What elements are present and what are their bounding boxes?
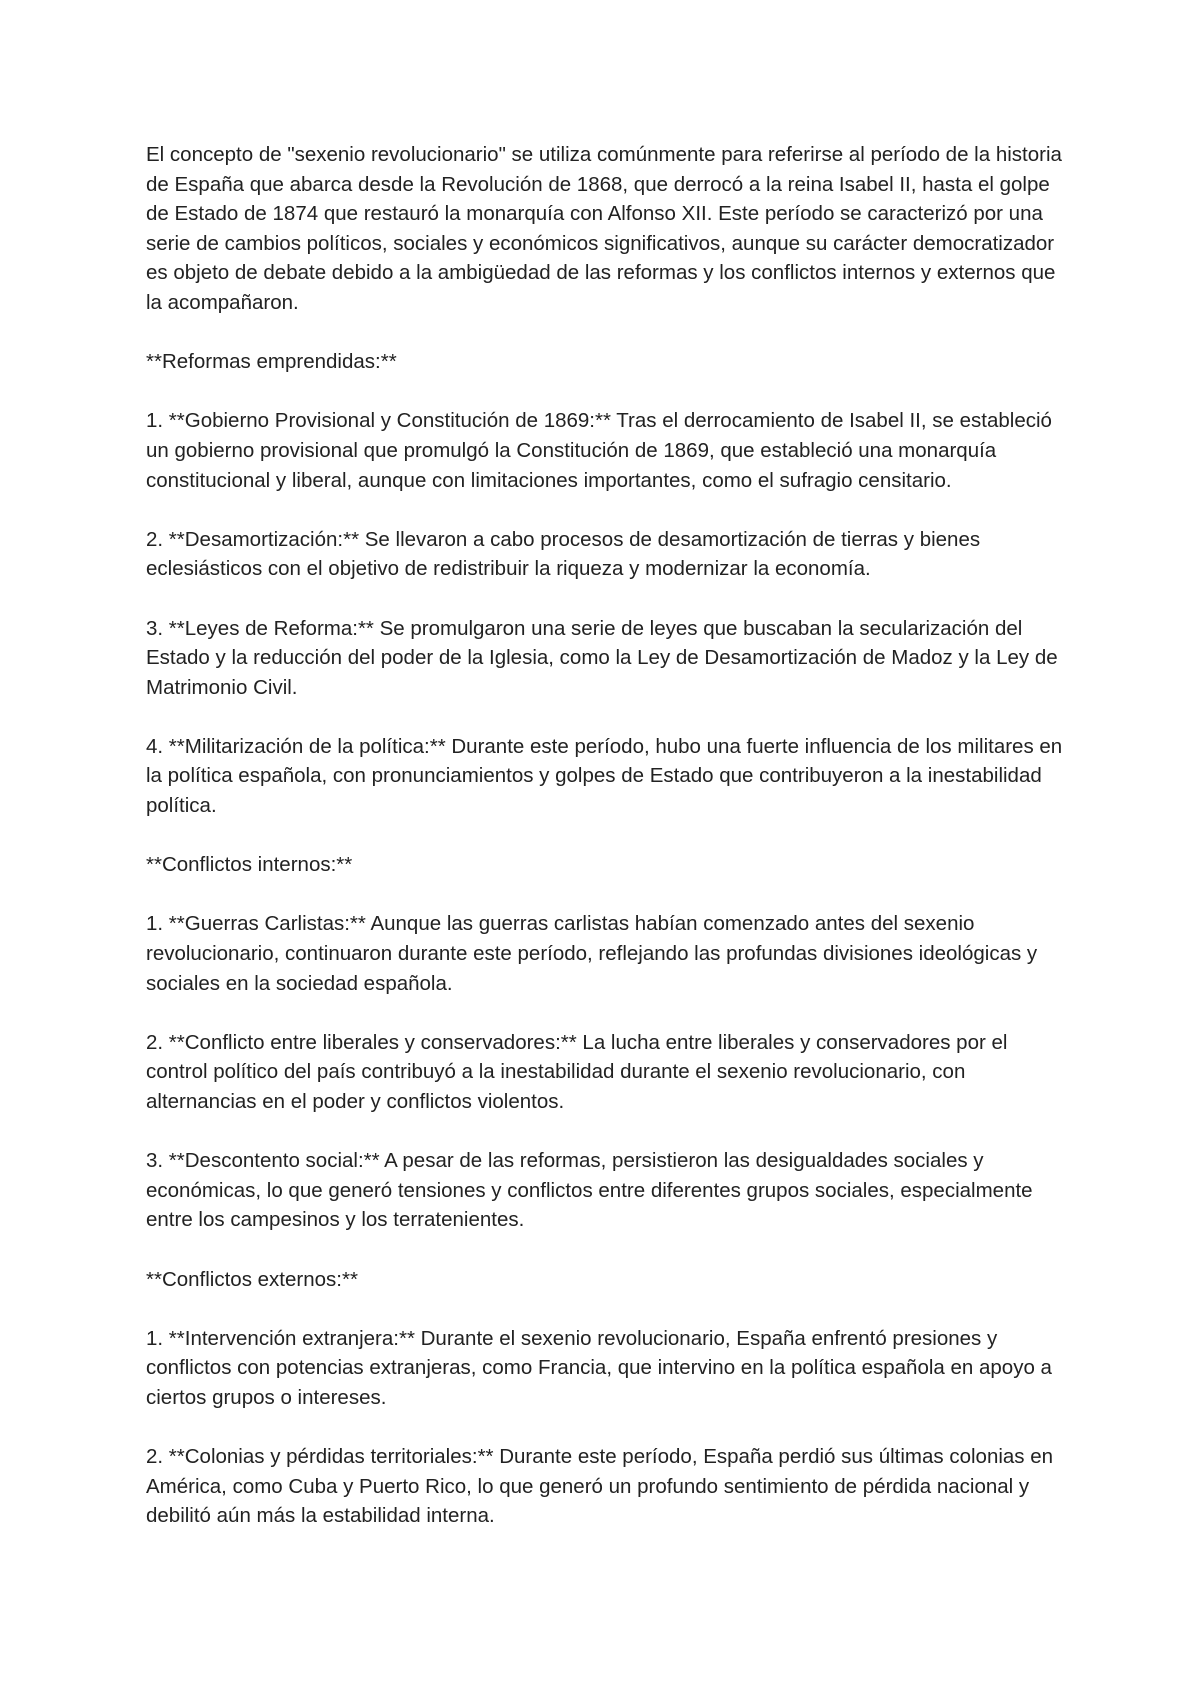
document-page [146, 140, 1066, 1561]
list-item: 4. **Militarización de la política:** Durante este período, hubo una fuerte influencia de los militares en la política española, con pronunciamientos y golpes de Estado que contribuyeron a la inestabilidad política. [146, 734, 1063, 818]
intro-paragraph: El concepto de "sexenio revolucionario" se utiliza comúnmente para referirse al período de la historia de España que abarca desde la Revolución de 1868, que derrocó a la reina Isabel II, hasta el golpe de Estado de 1874 que restauró la monarquía con Alfonso XII. Este período se caracterizó por una serie de cambios políticos, sociales y económicos significativos, aunque su carácter democratizador es objeto de debate debido a la ambigüedad de las reformas y los conflictos internos y externos que la acompañaron. [146, 143, 1062, 314]
list-item: 2. **Colonias y pérdidas territoriales:** Durante este período, España perdió sus últimas colonias en América, como Cuba y Puerto Rico, lo que generó un profundo sentimiento de pérdida nacional y debilitó aún más la estabilidad interna. [146, 1445, 1054, 1528]
section-heading-reformas: **Reformas emprendidas:** [146, 350, 397, 374]
list-item: 2. **Desamortización:** Se llevaron a cabo procesos de desamortización de tierras y bienes eclesiásticos con el objetivo de redistribuir la riqueza y modernizar la economía. [146, 527, 981, 581]
list-item: 3. **Descontento social:** A pesar de las reformas, persistieron las desigualdades sociales y económicas, lo que generó tensiones y conflictos entre diferentes grupos sociales, especialmente entre los campesinos y los terratenientes. [146, 1149, 1033, 1232]
list-item: 1. **Gobierno Provisional y Constitución de 1869:** Tras el derrocamiento de Isabel II, se estableció un gobierno provisional que promulgó la Constitución de 1869, que estableció una monarquía constitucional y liberal, aunque con limitaciones importantes, como el sufragio censitario. [146, 409, 1052, 492]
list-item: 1. **Guerras Carlistas:** Aunque las guerras carlistas habían comenzado antes del sexenio revolucionario, continuaron durante este período, reflejando las profundas divisiones ideológicas y sociales en la sociedad española. [146, 912, 1038, 995]
list-item: 3. **Leyes de Reforma:** Se promulgaron una serie de leyes que buscaban la secularización del Estado y la reducción del poder de la Iglesia, como la Ley de Desamortización de Madoz y la Ley de Matrimonio Civil. [146, 616, 1058, 699]
list-item: 2. **Conflicto entre liberales y conservadores:** La lucha entre liberales y conservadores por el control político del país contribuyó a la inestabilidad durante el sexenio revolucionario, con alternancias en el poder y conflictos violentos. [146, 1030, 1008, 1113]
list-item: 1. **Intervención extranjera:** Durante el sexenio revolucionario, España enfrentó presiones y conflictos con potencias extranjeras, como Francia, que intervino en la política española en apoyo a ciertos grupos o intereses. [146, 1326, 1052, 1409]
section-heading-conflictos-externos: **Conflictos externos:** [146, 1267, 358, 1291]
section-heading-conflictos-internos: **Conflictos internos:** [146, 853, 353, 877]
